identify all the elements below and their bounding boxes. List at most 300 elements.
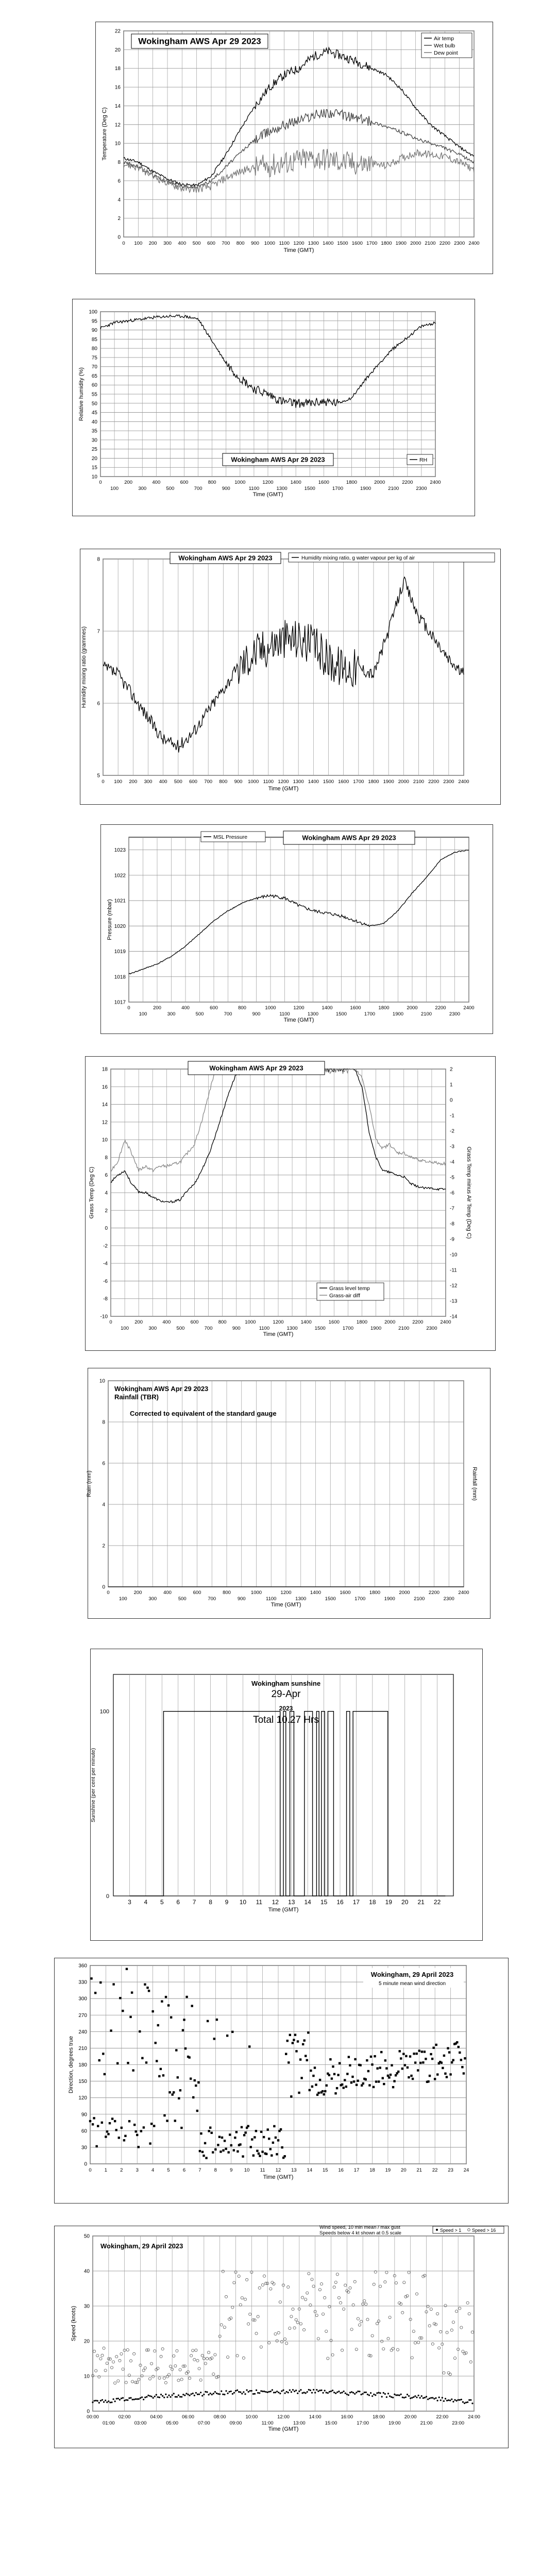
y-right-tick-label: -6 bbox=[450, 1190, 454, 1196]
mean-speed-point bbox=[314, 2392, 316, 2394]
x-tick-label: 24 bbox=[463, 2167, 469, 2173]
mean-speed-point bbox=[398, 2395, 400, 2396]
x-tick-label: 21 bbox=[417, 1899, 425, 1906]
x-tick-label: 24:00 bbox=[468, 2414, 480, 2420]
x-tick-label: 06:00 bbox=[182, 2414, 194, 2420]
mean-speed-point bbox=[433, 2398, 435, 2399]
mean-speed-point bbox=[461, 2399, 462, 2400]
x-tick-label: 2100 bbox=[413, 779, 425, 785]
legend-entry: Humidity mixing ratio, g water vapour per kg of air bbox=[301, 555, 415, 561]
x-tick-label: 1600 bbox=[340, 1590, 351, 1596]
wind-direction-point bbox=[140, 2130, 142, 2132]
y-tick-label: 270 bbox=[78, 2012, 87, 2019]
x-tick-label: 500 bbox=[166, 486, 175, 492]
y-tick-label: -10 bbox=[100, 1314, 108, 1320]
mean-speed-point bbox=[322, 2392, 324, 2394]
x-tick-label: 300 bbox=[138, 486, 147, 492]
wind-direction-point bbox=[260, 2131, 262, 2133]
mean-speed-point bbox=[448, 2399, 449, 2401]
mean-speed-point bbox=[137, 2398, 138, 2400]
wind-direction-point bbox=[288, 2061, 290, 2063]
wind-direction-point bbox=[205, 2157, 207, 2159]
wind-direction-point bbox=[239, 2143, 241, 2145]
x-tick-label: 700 bbox=[208, 1596, 216, 1602]
mean-speed-point bbox=[263, 2391, 265, 2392]
x-tick-label: 17:00 bbox=[357, 2420, 369, 2426]
wind-direction-point bbox=[115, 2129, 117, 2131]
y-tick-label: 25 bbox=[91, 447, 97, 453]
wind-direction-point bbox=[289, 2034, 291, 2036]
mean-speed-point bbox=[112, 2398, 114, 2400]
wind-direction-point bbox=[397, 2071, 399, 2073]
y-tick-label: 1022 bbox=[114, 873, 126, 879]
wind-direction-point bbox=[400, 2057, 402, 2059]
wind-direction-point bbox=[446, 2076, 448, 2078]
x-tick-label: 15 bbox=[320, 1899, 328, 1906]
mean-speed-point bbox=[471, 2402, 473, 2404]
wind-direction-point bbox=[151, 2010, 154, 2012]
x-tick-label: 1400 bbox=[322, 1005, 333, 1011]
y-tick-label: 50 bbox=[91, 401, 97, 407]
wind-direction-point bbox=[234, 2137, 236, 2139]
x-tick-label: 13:00 bbox=[293, 2420, 306, 2426]
mean-speed-point bbox=[119, 2399, 121, 2400]
x-tick-label: 500 bbox=[192, 241, 201, 246]
mean-speed-point bbox=[343, 2391, 345, 2392]
x-tick-label: 100 bbox=[119, 1596, 127, 1602]
wind-direction-point bbox=[404, 2064, 406, 2066]
mean-speed-point bbox=[429, 2398, 430, 2399]
mean-speed-point bbox=[200, 2392, 201, 2393]
mean-speed-point bbox=[265, 2391, 266, 2393]
x-tick-label: 2100 bbox=[414, 1596, 425, 1602]
mean-speed-point bbox=[373, 2394, 375, 2395]
mean-speed-point bbox=[138, 2398, 140, 2400]
sunshine-total: Total 10.27 Hrs bbox=[253, 1715, 319, 1725]
x-tick-label: 700 bbox=[204, 779, 213, 785]
mean-speed-point bbox=[256, 2389, 257, 2391]
wind-direction-point bbox=[382, 2077, 384, 2079]
x-tick-label: 1400 bbox=[323, 241, 334, 246]
wind-direction-point bbox=[217, 2144, 219, 2146]
wind-direction-point bbox=[346, 2073, 348, 2075]
wind-direction-point bbox=[256, 2150, 258, 2152]
x-tick-label: 7 bbox=[192, 1899, 196, 1906]
chart-title: Wokingham AWS Apr 29 2023 bbox=[231, 455, 325, 464]
wind-direction-point bbox=[161, 2000, 163, 2002]
x-tick-label: 9 bbox=[225, 1899, 229, 1906]
x-tick-label: 13 bbox=[288, 1899, 295, 1906]
x-tick-label: 2 bbox=[120, 2167, 123, 2173]
x-tick-label: 2000 bbox=[410, 241, 421, 246]
wind-direction-point bbox=[427, 2080, 429, 2082]
chart-note: Corrected to equivalent of the standard gauge bbox=[130, 1410, 277, 1417]
mean-speed-point bbox=[392, 2397, 394, 2398]
x-tick-label: 03:00 bbox=[134, 2420, 147, 2426]
x-tick-label: 900 bbox=[237, 1596, 246, 1602]
wind-direction-point bbox=[194, 2079, 196, 2081]
x-tick-label: 9 bbox=[230, 2167, 233, 2173]
mean-speed-point bbox=[133, 2399, 135, 2400]
wind-direction-point bbox=[463, 2072, 465, 2074]
mean-speed-point bbox=[370, 2392, 371, 2394]
wind-direction-point bbox=[202, 2155, 205, 2157]
mean-speed-point bbox=[349, 2392, 351, 2393]
mean-speed-point bbox=[310, 2389, 311, 2391]
x-tick-label: 22 bbox=[432, 2167, 438, 2173]
wind-direction-point bbox=[248, 2045, 250, 2047]
x-tick-label: 1000 bbox=[234, 480, 246, 485]
x-tick-label: 800 bbox=[236, 241, 245, 246]
mean-speed-point bbox=[166, 2396, 168, 2398]
mean-speed-point bbox=[176, 2396, 178, 2398]
wind-direction-point bbox=[139, 2030, 141, 2032]
wind-direction-point bbox=[452, 2059, 454, 2061]
wind-direction-point bbox=[353, 2080, 355, 2082]
y-tick-label: 20 bbox=[114, 47, 121, 53]
mean-speed-point bbox=[235, 2390, 236, 2392]
x-tick-label: 1800 bbox=[369, 1590, 381, 1596]
mean-speed-point bbox=[170, 2396, 171, 2398]
mean-speed-point bbox=[426, 2396, 427, 2397]
legend-entry: Speed > 16 bbox=[472, 2228, 496, 2233]
wind-direction-point bbox=[225, 2148, 227, 2150]
mean-speed-point bbox=[307, 2391, 308, 2393]
wind-direction-point bbox=[192, 2096, 194, 2098]
x-tick-label: 2100 bbox=[420, 1011, 432, 1017]
wind-direction-point bbox=[409, 2055, 411, 2057]
mean-speed-point bbox=[233, 2392, 235, 2394]
mean-speed-point bbox=[173, 2393, 175, 2394]
y-tick-label: 30 bbox=[91, 437, 97, 444]
wind-direction-point bbox=[231, 2031, 233, 2033]
wind-direction-point bbox=[107, 2133, 109, 2135]
x-tick-label: 3 bbox=[136, 2167, 139, 2173]
y-tick-label: 10 bbox=[83, 2374, 90, 2380]
x-tick-label: 18 bbox=[369, 1899, 376, 1906]
wind-direction-point bbox=[261, 2150, 263, 2153]
mean-speed-point bbox=[192, 2393, 194, 2394]
x-tick-label: 1500 bbox=[335, 1011, 347, 1017]
chart-title: Wokingham AWS Apr 29 2023 bbox=[178, 554, 273, 562]
x-tick-label: 1800 bbox=[378, 1005, 390, 1011]
mean-speed-point bbox=[106, 2401, 108, 2403]
mean-speed-point bbox=[150, 2396, 152, 2397]
x-tick-label: 2200 bbox=[435, 1005, 446, 1011]
x-tick-label: 300 bbox=[167, 1011, 176, 1017]
mean-speed-point bbox=[251, 2390, 252, 2392]
y-tick-label: 210 bbox=[78, 2045, 87, 2052]
mean-speed-point bbox=[391, 2396, 392, 2398]
mean-speed-point bbox=[432, 2397, 433, 2399]
y-tick-label: 14 bbox=[114, 103, 121, 109]
x-tick-label: 1900 bbox=[360, 486, 371, 492]
mean-speed-point bbox=[419, 2397, 421, 2398]
y-tick-label: 15 bbox=[91, 465, 97, 471]
y-tick-label: 14 bbox=[102, 1102, 108, 1108]
wind-direction-point bbox=[317, 2092, 319, 2094]
x-tick-label: 19:00 bbox=[388, 2420, 401, 2426]
y-tick-label: 240 bbox=[78, 2029, 87, 2035]
wind-direction-point bbox=[93, 2117, 95, 2119]
y-tick-label: 30 bbox=[83, 2303, 90, 2310]
mean-speed-point bbox=[140, 2397, 141, 2399]
wind-direction-point bbox=[197, 2081, 199, 2083]
x-tick-label: 1100 bbox=[248, 486, 260, 492]
y-tick-label: 1019 bbox=[114, 949, 126, 955]
y-tick-label: 8 bbox=[105, 1155, 108, 1161]
mean-speed-point bbox=[438, 2397, 440, 2398]
wind-direction-point bbox=[368, 2084, 370, 2086]
mean-speed-point bbox=[114, 2400, 116, 2402]
y-tick-label: 12 bbox=[114, 122, 121, 128]
wind-direction-point bbox=[253, 2136, 256, 2138]
mean-speed-point bbox=[368, 2395, 370, 2396]
mean-speed-point bbox=[191, 2393, 192, 2395]
wind-direction-point bbox=[174, 2120, 176, 2122]
x-tick-label: 6 bbox=[182, 2167, 186, 2173]
y-tick-label: -6 bbox=[103, 1278, 108, 1284]
chart-title: Wokingham, 29 April 2023 bbox=[100, 2242, 183, 2250]
y-right-tick-label: 2 bbox=[450, 1066, 453, 1073]
x-tick-label: 2000 bbox=[384, 1319, 396, 1325]
wind-direction-point bbox=[252, 2155, 255, 2157]
y-tick-label: 70 bbox=[91, 364, 97, 370]
wind-direction-point bbox=[250, 2146, 252, 2148]
mean-speed-point bbox=[205, 2391, 206, 2393]
mean-speed-point bbox=[130, 2397, 131, 2399]
y-tick-label: 35 bbox=[91, 428, 97, 434]
y-tick-label: 40 bbox=[91, 419, 97, 425]
mean-speed-point bbox=[407, 2394, 408, 2395]
wind-direction-point bbox=[410, 2075, 412, 2077]
x-tick-label: 1700 bbox=[353, 779, 364, 785]
y-tick-label: 30 bbox=[81, 2145, 87, 2151]
x-tick-label: 4 bbox=[151, 2167, 155, 2173]
mean-speed-point bbox=[178, 2395, 179, 2396]
mean-speed-point bbox=[301, 2392, 303, 2394]
mean-speed-point bbox=[295, 2389, 297, 2391]
mean-speed-point bbox=[445, 2398, 446, 2399]
mean-speed-point bbox=[147, 2395, 149, 2396]
x-tick-label: 200 bbox=[133, 1590, 142, 1596]
mean-speed-point bbox=[452, 2401, 454, 2402]
wind-direction-point bbox=[158, 2075, 160, 2077]
wind-direction-point bbox=[443, 2055, 445, 2057]
wind-direction-point bbox=[105, 2136, 107, 2138]
wind-direction-point bbox=[459, 2052, 461, 2054]
mean-speed-point bbox=[124, 2400, 125, 2401]
x-tick-label: 20:00 bbox=[404, 2414, 417, 2420]
wind-direction-point bbox=[163, 2114, 165, 2116]
wind-direction-point bbox=[436, 2073, 438, 2075]
y-tick-label: 80 bbox=[91, 346, 97, 352]
wind-direction-point bbox=[90, 1977, 92, 1979]
y-axis-label: Direction, degrees true bbox=[68, 2036, 74, 2094]
x-tick-label: 800 bbox=[218, 1319, 227, 1325]
y-right-axis-label: Grass Temp minus Air Temp (Deg C) bbox=[466, 1146, 472, 1239]
wind-direction-point bbox=[424, 2050, 426, 2053]
wind-direction-point bbox=[129, 2016, 131, 2018]
x-tick-label: 15 bbox=[322, 2167, 328, 2173]
y-tick-label: 10 bbox=[102, 1137, 108, 1143]
wind-direction-point bbox=[356, 2084, 358, 2086]
chart-note2: Speeds below 4 kt shown at 0.5 scale bbox=[319, 2230, 401, 2236]
y-tick-label: 0 bbox=[106, 1893, 109, 1900]
x-tick-label: 1400 bbox=[310, 1590, 322, 1596]
wind-direction-point bbox=[348, 2056, 350, 2058]
legend-swatch bbox=[436, 2229, 438, 2231]
y-tick-label: 22 bbox=[114, 28, 121, 35]
wind-direction-point bbox=[337, 2074, 339, 2076]
wind-direction-point bbox=[180, 2127, 182, 2129]
wind-direction-point bbox=[208, 2130, 210, 2132]
y-tick-label: -2 bbox=[103, 1243, 108, 1249]
mean-speed-point bbox=[359, 2391, 360, 2392]
x-tick-label: 2400 bbox=[463, 1005, 475, 1011]
y-right-tick-label: -4 bbox=[450, 1159, 454, 1165]
wind-direction-point bbox=[422, 2061, 424, 2063]
x-tick-label: 04:00 bbox=[150, 2414, 163, 2420]
mean-speed-point bbox=[146, 2396, 147, 2398]
x-tick-label: 10 bbox=[239, 1899, 247, 1906]
x-tick-label: 1200 bbox=[273, 1319, 284, 1325]
chart-0 bbox=[102, 29, 480, 254]
mean-speed-point bbox=[98, 2402, 100, 2403]
wind-direction-point bbox=[385, 2067, 387, 2069]
mean-speed-point bbox=[221, 2391, 222, 2392]
x-tick-label: 19 bbox=[385, 1899, 392, 1906]
y-tick-label: 40 bbox=[83, 2268, 90, 2275]
mean-speed-point bbox=[97, 2400, 98, 2401]
x-tick-label: 1700 bbox=[332, 486, 343, 492]
wind-direction-point bbox=[336, 2087, 338, 2089]
mean-speed-point bbox=[143, 2399, 144, 2400]
x-tick-label: 23:00 bbox=[452, 2420, 465, 2426]
wind-direction-point bbox=[461, 2066, 463, 2068]
wind-direction-point bbox=[227, 2151, 229, 2153]
legend-entry: Dew point bbox=[434, 50, 458, 56]
mean-speed-point bbox=[230, 2391, 232, 2392]
x-tick-label: 2200 bbox=[439, 241, 450, 246]
x-tick-label: 100 bbox=[110, 486, 119, 492]
wind-direction-point bbox=[392, 2086, 394, 2088]
y-tick-label: 0 bbox=[105, 1226, 108, 1232]
wind-direction-point bbox=[216, 2019, 218, 2021]
wind-direction-point bbox=[379, 2066, 381, 2069]
mean-speed-point bbox=[341, 2392, 343, 2393]
x-axis-label: Time (GMT) bbox=[268, 2426, 299, 2432]
wind-direction-point bbox=[418, 2049, 420, 2052]
wind-direction-point bbox=[195, 2084, 197, 2087]
wind-direction-point bbox=[145, 2061, 147, 2063]
wind-direction-point bbox=[218, 2136, 221, 2138]
mean-speed-point bbox=[403, 2397, 405, 2398]
wind-direction-point bbox=[373, 2086, 375, 2088]
x-tick-label: 2000 bbox=[407, 1005, 418, 1011]
x-tick-label: 21 bbox=[416, 2167, 422, 2173]
mean-speed-point bbox=[121, 2398, 122, 2399]
x-tick-label: 10:00 bbox=[245, 2414, 258, 2420]
wind-direction-point bbox=[290, 2095, 292, 2097]
y-tick-label: 0 bbox=[117, 234, 121, 241]
mean-speed-point bbox=[378, 2392, 379, 2394]
legend-entry: MSL Pressure bbox=[213, 834, 248, 840]
mean-speed-point bbox=[210, 2393, 211, 2394]
mean-speed-point bbox=[184, 2395, 185, 2396]
mean-speed-point bbox=[189, 2395, 190, 2396]
wind-direction-point bbox=[116, 2062, 119, 2064]
wind-direction-point bbox=[170, 2016, 172, 2018]
wind-direction-point bbox=[405, 2055, 407, 2057]
y-tick-label: 16 bbox=[102, 1084, 108, 1090]
mean-speed-point bbox=[440, 2399, 442, 2401]
x-tick-label: 600 bbox=[180, 480, 189, 485]
wind-direction-point bbox=[322, 2090, 324, 2092]
mean-speed-point bbox=[329, 2391, 330, 2393]
wind-direction-point bbox=[224, 2140, 226, 2142]
x-tick-label: 300 bbox=[148, 1596, 157, 1602]
wind-direction-point bbox=[132, 2069, 134, 2071]
chart-title: Wokingham AWS Apr 29 2023 bbox=[302, 834, 396, 842]
mean-speed-point bbox=[105, 2400, 106, 2401]
wind-direction-point bbox=[332, 2065, 334, 2067]
wind-direction-point bbox=[165, 1996, 167, 1998]
x-tick-label: 2100 bbox=[425, 241, 436, 246]
y-tick-label: 75 bbox=[91, 355, 97, 361]
x-tick-label: 2300 bbox=[426, 1326, 437, 1331]
wind-direction-point bbox=[214, 2148, 216, 2150]
x-axis-label: Time (GMT) bbox=[270, 1602, 301, 1608]
mean-speed-point bbox=[249, 2390, 251, 2392]
wind-direction-point bbox=[412, 2078, 414, 2080]
wind-direction-point bbox=[236, 2150, 239, 2153]
y-tick-label: 6 bbox=[117, 178, 121, 184]
x-tick-label: 0 bbox=[102, 779, 105, 785]
x-tick-label: 1900 bbox=[370, 1326, 382, 1331]
y-tick-label: 180 bbox=[78, 2062, 87, 2068]
x-tick-label: 2300 bbox=[443, 779, 454, 785]
wind-direction-point bbox=[167, 2004, 170, 2006]
y-tick-label: 360 bbox=[78, 1963, 87, 1969]
mean-speed-point bbox=[336, 2392, 338, 2393]
wind-direction-point bbox=[242, 2155, 244, 2157]
mean-speed-point bbox=[413, 2396, 414, 2398]
wind-direction-point bbox=[243, 2134, 245, 2136]
x-tick-label: 100 bbox=[121, 1326, 129, 1331]
wind-direction-point bbox=[345, 2086, 347, 2088]
mean-speed-point bbox=[470, 2399, 471, 2401]
x-tick-label: 1700 bbox=[354, 1596, 366, 1602]
x-tick-label: 300 bbox=[144, 779, 153, 785]
x-tick-label: 0 bbox=[109, 1319, 112, 1325]
wind-direction-point bbox=[156, 2060, 158, 2062]
x-tick-label: 1800 bbox=[346, 480, 358, 485]
wind-direction-point bbox=[444, 2073, 446, 2075]
mean-speed-point bbox=[465, 2402, 467, 2403]
wind-direction-point bbox=[333, 2073, 335, 2075]
legend-entry: Air temp bbox=[434, 36, 454, 42]
mean-speed-point bbox=[410, 2397, 411, 2399]
x-tick-label: 1600 bbox=[350, 1005, 361, 1011]
mean-speed-point bbox=[340, 2392, 341, 2394]
y-tick-label: 20 bbox=[83, 2338, 90, 2345]
y-tick-label: 1023 bbox=[114, 848, 126, 854]
mean-speed-point bbox=[244, 2393, 246, 2395]
x-tick-label: 200 bbox=[134, 1319, 143, 1325]
x-tick-label: 1000 bbox=[250, 1590, 262, 1596]
wind-direction-point bbox=[270, 2155, 273, 2157]
